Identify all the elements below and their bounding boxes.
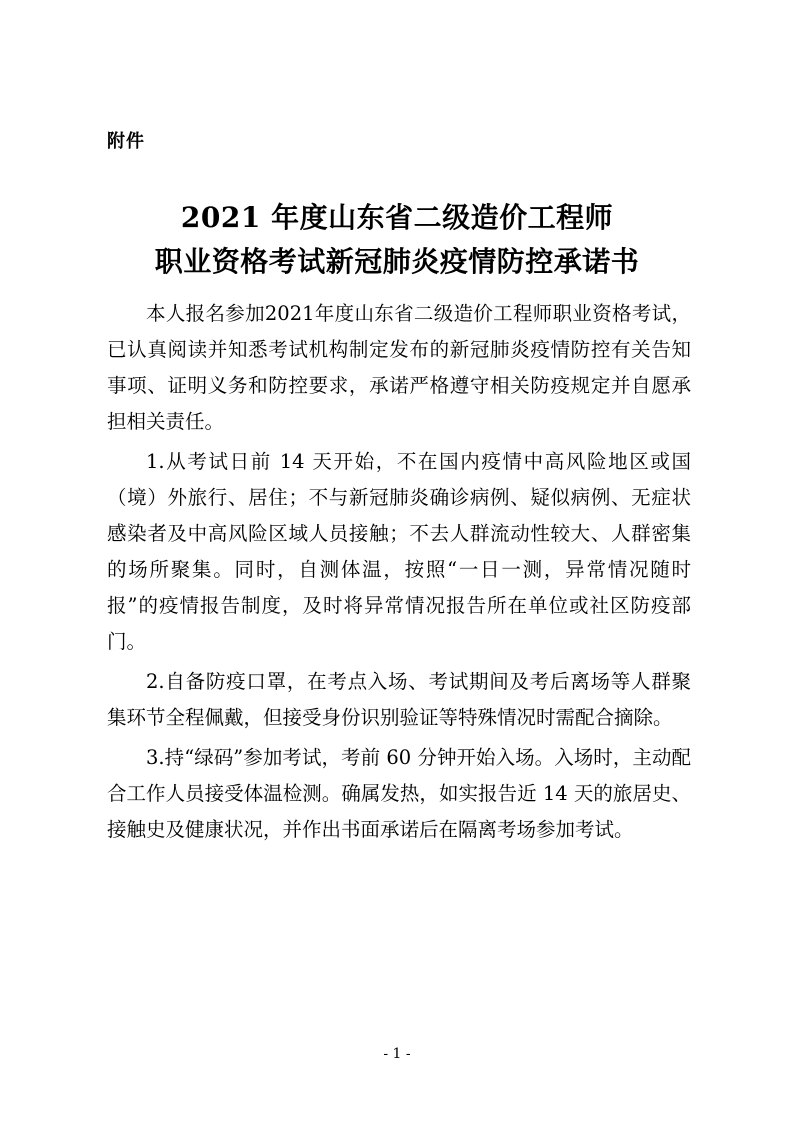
- document-title-line-1: 2021 年度山东省二级造价工程师: [180, 201, 614, 234]
- item-paragraph-2: 2.自备防疫口罩，在考点入场、考试期间及考后离场等人群聚集环节全程佩戴，但接受身份识别验证等特殊情况时需配合摘除。: [107, 670, 691, 729]
- item-paragraph-1: 1.从考试日前 14 天开始，不在国内疫情中高风险地区或国（境）外旅行、居住；不与新冠肺炎确诊病例、疑似病例、无症状感染者及中高风险区域人员接触；不去人群流动性较大、人群密集的场所聚集。同时，自测体温，按照“一日一测，异常情况随时报”的疫情报告制度，及时将异常情况报告所在单位或社区防疫部门。: [107, 450, 691, 653]
- page-number: - 1 -: [383, 1046, 411, 1062]
- document-body: [107, 296, 691, 852]
- item-paragraph-3: 3.持“绿码”参加考试，考前 60 分钟开始入场。入场时，主动配合工作人员接受体温检测。确属发热，如实报告近 14 天的旅居史、接触史及健康状况，并作出书面承诺后在隔离考场参加考试。: [107, 746, 691, 841]
- document-title-line-2: 职业资格考试新冠肺炎疫情防控承诺书: [154, 245, 640, 278]
- attachment-label: 附件: [107, 131, 145, 152]
- intro-paragraph: 本人报名参加2021年度山东省二级造价工程师职业资格考试，已认真阅读并知悉考试机构制定发布的新冠肺炎疫情防控有关告知事项、证明义务和防控要求，承诺严格遵守相关防疫规定并自愿承担相关责任。: [107, 302, 691, 433]
